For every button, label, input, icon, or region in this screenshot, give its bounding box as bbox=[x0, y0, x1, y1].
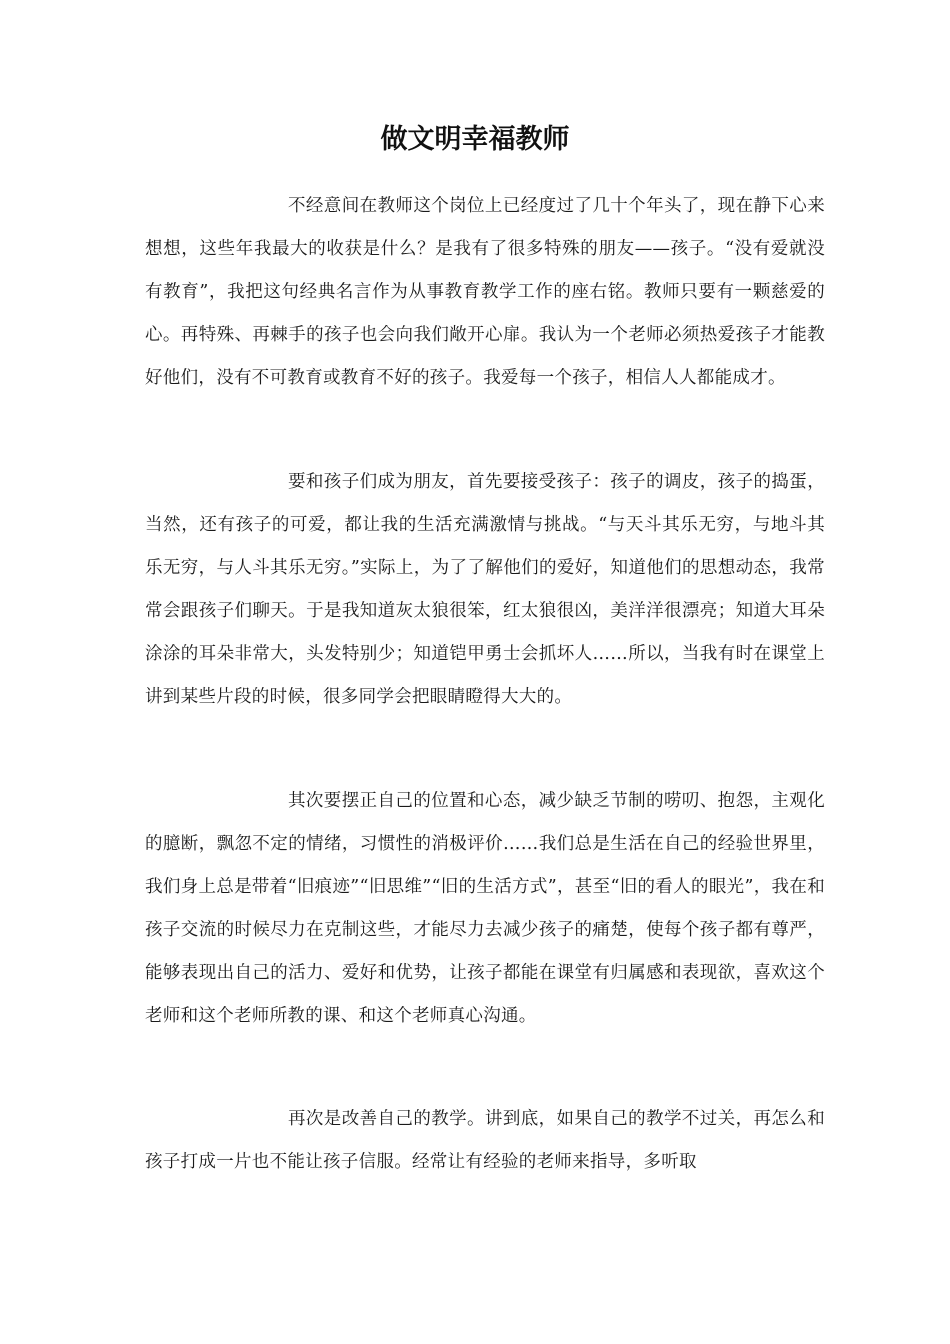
paragraph-3: 其次要摆正自己的位置和心态，减少缺乏节制的唠叨、抱怨，主观化的臆断，飘忽不定的情绪，习惯性的消极评价……我们总是生活在自己的经验世界里，我们身上总是带着“旧痕迹”“旧思维”“旧的生活方式”，甚至“旧的看人的眼光”，我在和孩子交流的时候尽力在克制这些，才能尽力去减少孩子的痛楚，使每个孩子都有尊严，能够表现出自己的活力、爱好和优势，让孩子都能在课堂有归属感和表现欲，喜欢这个老师和这个老师所教的课、和这个老师真心沟通。 bbox=[145, 791, 825, 1026]
paragraph-1: 不经意间在教师这个岗位上已经度过了几十个年头了，现在静下心来想想，这些年我最大的收获是什么？是我有了很多特殊的朋友——孩子。“没有爱就没有教育”，我把这句经典名言作为从事教育教学工作的座右铭。教师只要有一颗慈爱的心。再特殊、再棘手的孩子也会向我们敞开心扉。我认为一个老师必须热爱孩子才能教好他们，没有不可教育或教育不好的孩子。我爱每一个孩子，相信人人都能成才。 bbox=[145, 196, 825, 388]
document-title: 做文明幸福教师 bbox=[380, 124, 570, 155]
paragraph-4: 再次是改善自己的教学。讲到底，如果自己的教学不过关，再怎么和孩子打成一片也不能让孩子信服。经常让有经验的老师来指导，多听取 bbox=[145, 1109, 825, 1172]
paragraph-2: 要和孩子们成为朋友，首先要接受孩子：孩子的调皮，孩子的捣蛋，当然，还有孩子的可爱，都让我的生活充满激情与挑战。“与天斗其乐无穷，与地斗其乐无穷，与人斗其乐无穷。”实际上，为了了解他们的爱好，知道他们的思想动态，我常常会跟孩子们聊天。于是我知道灰太狼很笨，红太狼很凶，美洋洋很漂亮；知道大耳朵涂涂的耳朵非常大，头发特别少；知道铠甲勇士会抓坏人……所以，当我有时在课堂上讲到某些片段的时候，很多同学会把眼睛瞪得大大的。 bbox=[145, 472, 825, 707]
